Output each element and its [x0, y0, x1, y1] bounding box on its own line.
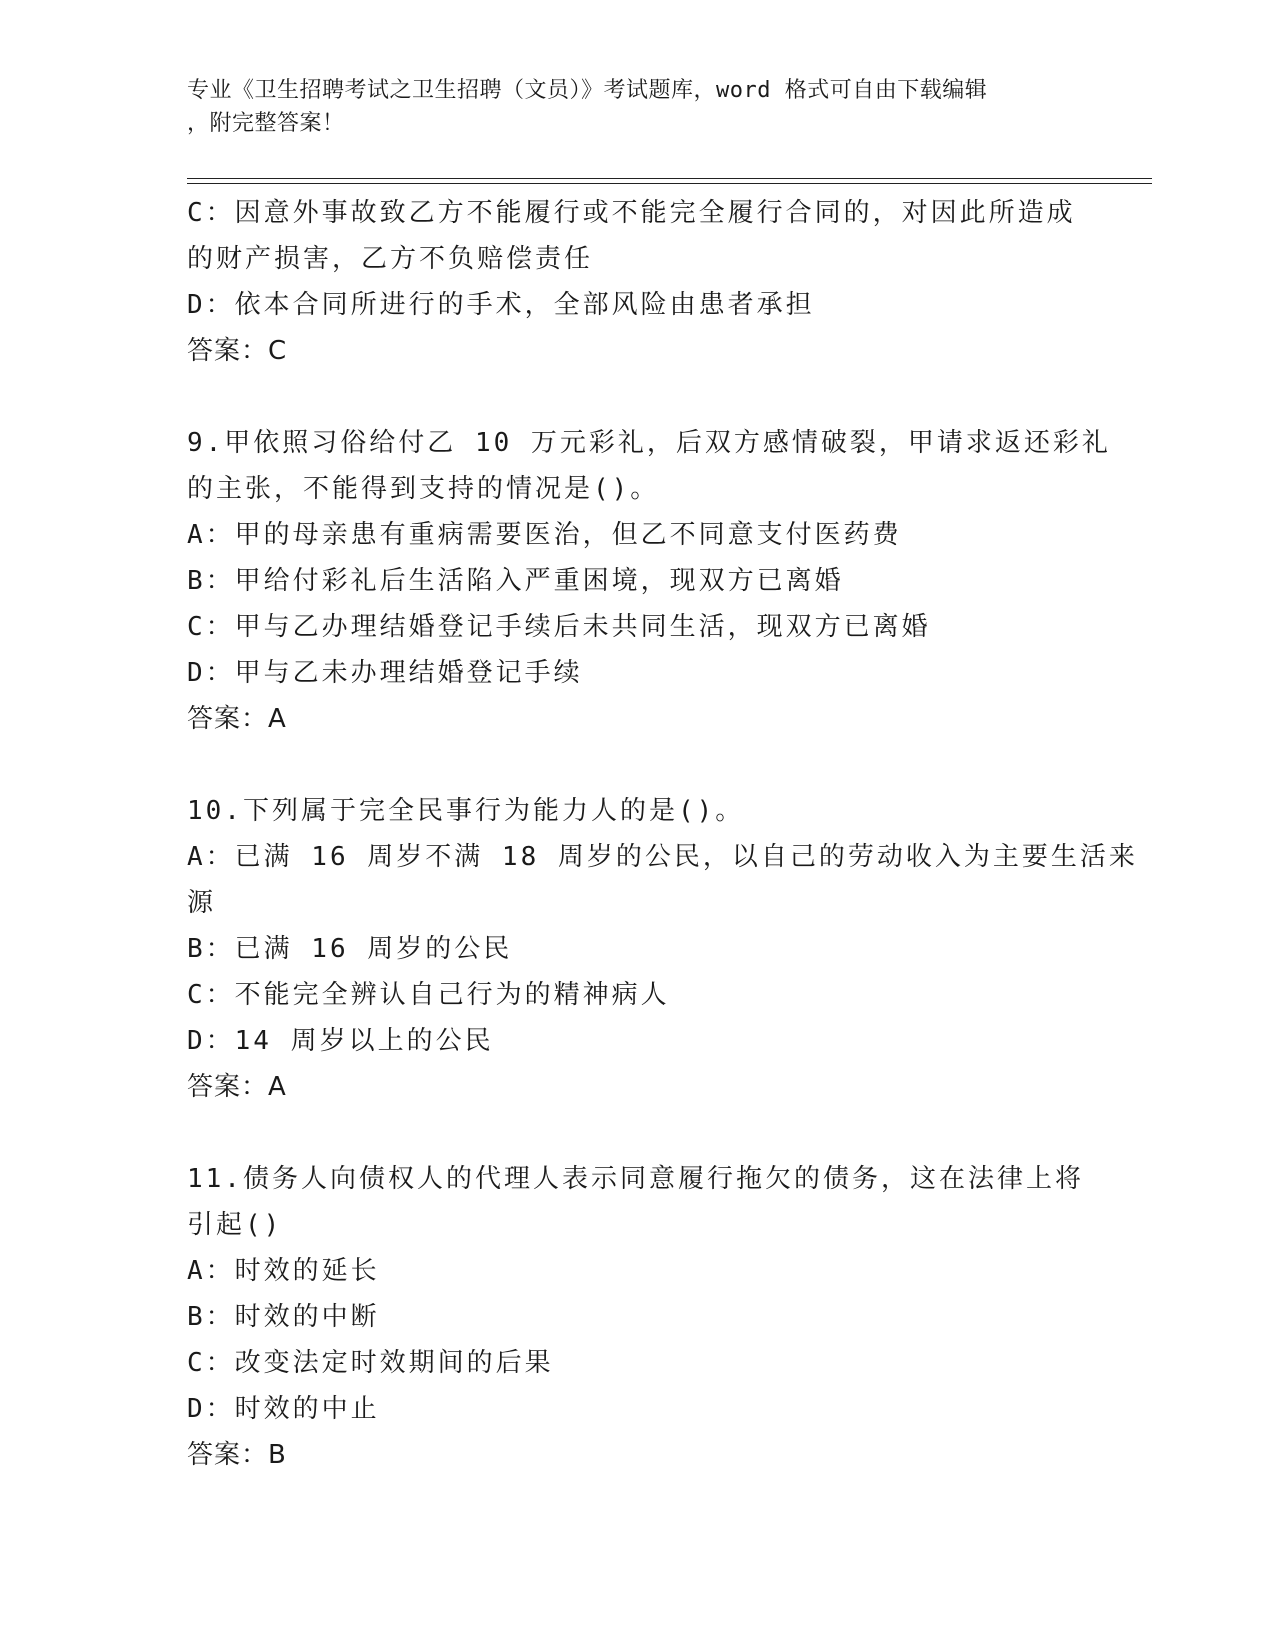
option-b: B：已满 16 周岁的公民: [187, 934, 513, 964]
answer-label: 答案：B: [187, 1440, 287, 1470]
option-b: B：甲给付彩礼后生活陷入严重困境，现双方已离婚: [187, 566, 844, 596]
option-a-continued: 源: [187, 888, 217, 918]
option-a: A：时效的延长: [187, 1256, 380, 1286]
header-note-line-1: 专业《卫生招聘考试之卫生招聘（文员）》考试题库，word 格式可自由下载编辑: [187, 78, 988, 103]
answer-label: 答案：A: [187, 704, 287, 734]
question-stem-continued: 的主张，不能得到支持的情况是()。: [187, 474, 660, 504]
option-d: D：14 周岁以上的公民: [187, 1026, 494, 1056]
question-block-10: [187, 788, 1138, 1110]
option-c: C：甲与乙办理结婚登记手续后未共同生活，现双方已离婚: [187, 612, 931, 642]
option-c-continued: 的财产损害，乙方不负赔偿责任: [187, 244, 594, 274]
question-block-9: [187, 420, 1111, 742]
option-d: D：甲与乙未办理结婚登记手续: [187, 658, 583, 688]
answer-label: 答案：A: [187, 1072, 287, 1102]
spacer: [187, 742, 1077, 788]
question-stem: 9.甲依照习俗给付乙 10 万元彩礼，后双方感情破裂，甲请求返还彩礼: [187, 428, 1111, 458]
header-divider-top: [187, 178, 1152, 179]
option-c: C：改变法定时效期间的后果: [187, 1348, 554, 1378]
question-stem: 10.下列属于完全民事行为能力人的是()。: [187, 796, 745, 826]
question-stem-continued: 引起(): [187, 1210, 283, 1240]
spacer: [187, 1110, 1077, 1156]
question-block-11: [187, 1156, 1084, 1478]
question-block-prev: [187, 190, 1077, 374]
answer-label: 答案：C: [187, 336, 288, 366]
option-d: D：时效的中止: [187, 1394, 380, 1424]
header-note-line-2: ，附完整答案！: [187, 111, 345, 136]
option-a: A：甲的母亲患有重病需要医治，但乙不同意支付医药费: [187, 520, 902, 550]
option-c: C：不能完全辨认自己行为的精神病人: [187, 980, 670, 1010]
option-c: C：因意外事故致乙方不能履行或不能完全履行合同的，对因此所造成: [187, 198, 1076, 228]
option-b: B：时效的中断: [187, 1302, 380, 1332]
header-note: [187, 74, 1067, 140]
header-divider-bottom: [187, 183, 1152, 184]
question-list: [187, 190, 1138, 1478]
question-stem: 11.债务人向债权人的代理人表示同意履行拖欠的债务，这在法律上将: [187, 1164, 1084, 1194]
spacer: [187, 374, 1077, 420]
option-d: D：依本合同所进行的手术，全部风险由患者承担: [187, 290, 815, 320]
option-a: A：已满 16 周岁不满 18 周岁的公民，以自己的劳动收入为主要生活来: [187, 842, 1138, 872]
